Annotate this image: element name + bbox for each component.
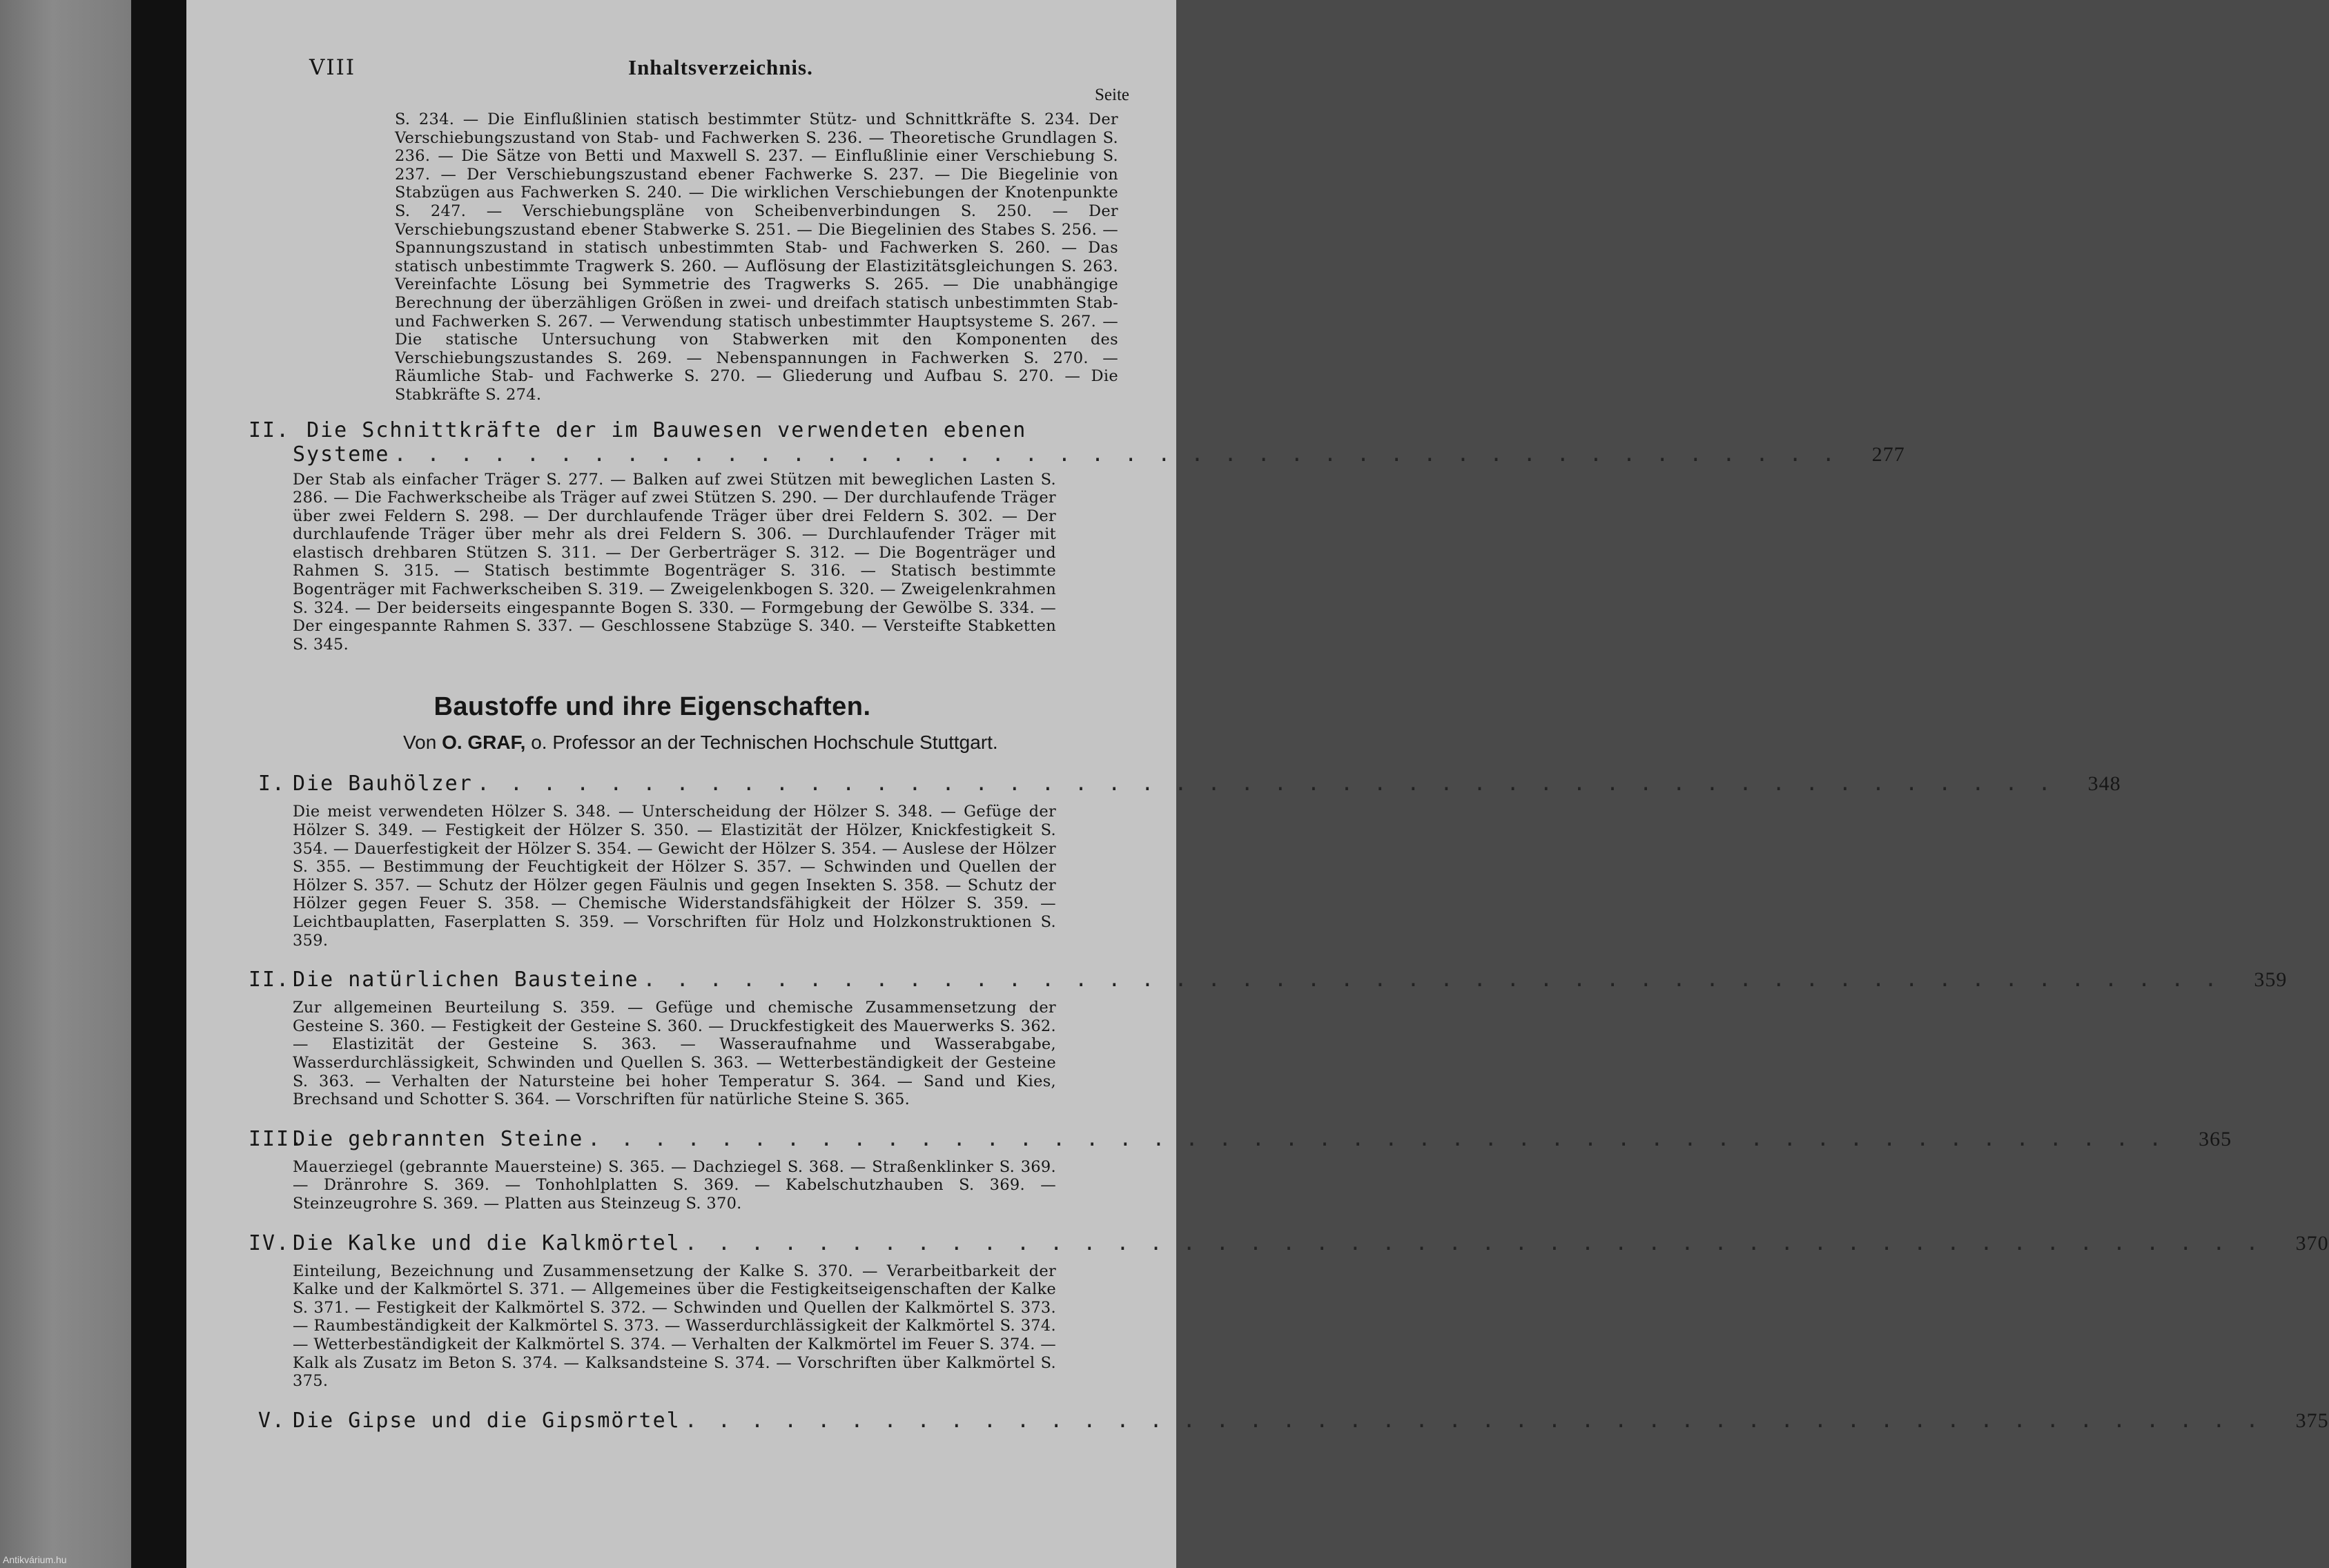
toc-entry-kalke (249, 1231, 2329, 1391)
entry-title: Die natürlichen Bausteine (293, 968, 639, 992)
author-name: O. GRAF, (442, 732, 526, 754)
page-header (186, 55, 1176, 104)
entry-title-line2: Systeme (293, 442, 390, 467)
entry-title: Die Bauhölzer (293, 772, 473, 796)
entry-page-number: 375 (2295, 1409, 2329, 1432)
toc-content (186, 110, 2329, 1433)
author-affiliation: o. Professor an der Technischen Hochschule Stuttgart. (531, 732, 998, 754)
watermark: Antikvárium.hu (3, 1554, 67, 1565)
entry-number: V. (257, 1408, 286, 1433)
author-prefix: Von (403, 732, 437, 754)
leader-dots: . . . . . . . . . . . . . . . . . . . . . . . . . . . . . . . . . . . . . . . . . . . . . . . . (476, 772, 2055, 796)
entry-page-number: 359 (2254, 968, 2288, 992)
book-binding-strip (131, 0, 186, 1568)
section-title: Baustoffe und ihre Eigenschaften. (433, 692, 871, 722)
scan-left-background (0, 0, 131, 1568)
section-author (403, 732, 1176, 754)
entry-number: IV. (249, 1231, 291, 1255)
entry-title: Die Kalke und die Kalkmörtel (293, 1231, 681, 1255)
seite-column-label: Seite (1095, 86, 1129, 104)
leader-dots: . . . . . . . . . . . . . . . . . . . . . . . . . . . . . . . . . . . . . . . . . . . . . . . . (684, 1231, 2263, 1255)
entry-description: Der Stab als einfacher Träger S. 277. — Balken auf zwei Stützen mit beweglichen Lasten S. 286. — Die Fachwerkscheibe als Träger auf zwei Stützen S. 290. — Der durchlaufende Träger über zwei Feldern S. 298. — Der durchlaufende Träger über drei Feldern S. 302. — Der durchlaufende Träger über mehr als drei Feldern S. 306. — Durchlaufender Träger mit elastisch drehbaren Stützen S. 311. — Der Gerberträger S. 312. — Die Bogenträger und Rahmen S. 315. — Statisch bestimmte Bogenträger S. 316. — Statisch bestimmte Bogenträger mit Fachwerkscheiben S. 319. — Zweigelenkbogen S. 320. — Zweigelenkrahmen S. 324. — Der beiderseits eingespannte Bogen S. 330. — Formgebung der Gewölbe S. 334. — Der eingespannte Rahmen S. 337. — Geschlossene Stabzüge S. 340. — Versteifte Stabketten S. 345. (293, 470, 1056, 654)
entry-title: Die Gipse und die Gipsmörtel (293, 1408, 681, 1433)
entry-number: I. (257, 772, 286, 796)
toc-entry-bausteine (249, 968, 2288, 1109)
toc-entry-bauhoelzer (249, 772, 2121, 950)
entry-page-number: 365 (2199, 1127, 2232, 1150)
entry-title: Die gebrannten Steine (293, 1126, 584, 1151)
entry-description: Die meist verwendeten Hölzer S. 348. — Unterscheidung der Hölzer S. 348. — Gefüge der Hölzer S. 349. — Festigkeit der Hölzer S. 350. — Elastizität der Hölzer, Knickfestigkeit S. 354. — Dauerfestigkeit der Hölzer S. 354. — Gewicht der Hölzer S. 354. — Auslese der Hölzer S. 355. — Bestimmung der Feuchtigkeit der Hölzer S. 357. — Schwinden und Quellen der Hölzer S. 357. — Schutz der Hölzer gegen Fäulnis und gegen Insekten S. 358. — Schutz der Hölzer gegen Feuer S. 358. — Chemische Widerstandsfähigkeit der Hölzer S. 359. — Leichtbauplatten, Faserplatten S. 359. — Vorschriften für Holz und Holzkonstruktionen S. 359. (293, 803, 1056, 950)
entry-number: II. (249, 418, 291, 442)
toc-entry-gipse (249, 1408, 2329, 1433)
entry-page-number: 348 (2087, 772, 2121, 796)
leader-dots: . . . . . . . . . . . . . . . . . . . . . . . . . . . . . . . . . . . . . . . . . . . . . . . . (643, 968, 2221, 992)
entry-number: III. (249, 1126, 304, 1151)
continued-entry-text: S. 234. — Die Einflußlinien statisch bestimmter Stütz- und Schnittkräfte S. 234. Der Verschiebungszustand von Stab- und Fachwerken S. 236. — Theoretische Grundlagen S. 236. — Die Sätze von Betti und Maxwell S. 237. — Einflußlinie einer Verschiebung S. 237. — Der Verschiebungszustand ebener Fachwerke S. 237. — Die Biegelinie von Stabzügen aus Fachwerken S. 240. — Die wirklichen Verschiebungen der Knotenpunkte S. 247. — Verschiebungspläne von Scheibenverbindungen S. 250. — Der Verschiebungszustand ebener Stabwerke S. 251. — Die Biegelinien des Stabes S. 256. — Spannungszustand in statisch unbestimmten Stab- und Fachwerken S. 260. — Das statisch unbestimmte Tragwerk S. 260. — Auflösung der Elastizitätsgleichungen S. 263. Vereinfachte Lösung bei Symmetrie des Tragwerks S. 265. — Die unabhängige Berechnung der überzähligen Größen in zwei- und dreifach statisch unbestimmten Stab- und Fachwerken S. 267. — Verwendung statisch unbestimmter Hauptsysteme S. 267. — Die statische Untersuchung von Stabwerken mit den Komponenten des Verschiebungszustandes S. 269. — Nebenspannungen in Fachwerken S. 270. — Räumliche Stab- und Fachwerke S. 270. — Gliederung und Aufbau S. 270. — Die Stabkräfte S. 274. (395, 110, 1118, 404)
book-page (186, 0, 2329, 1568)
leader-dots: . . . . . . . . . . . . . . . . . . . . . . . . . . . . . . . . . . . . . . . . . . . . (393, 442, 1839, 467)
entry-description: Einteilung, Bezeichnung und Zusammensetzung der Kalke S. 370. — Verarbeitbarkeit der Kalke und der Kalkmörtel S. 371. — Allgemeines über die Festigkeitseigenschaften der Kalke S. 371. — Festigkeit der Kalkmörtel S. 372. — Schwinden und Quellen der Kalkmörtel S. 373. — Raumbeständigkeit der Kalkmörtel S. 373. — Wasserdurchlässigkeit der Kalkmörtel S. 374. — Wetterbeständigkeit der Kalkmörtel S. 374. — Verhalten der Kalkmörtel im Feuer S. 374. — Kalk als Zusatz im Beton S. 374. — Kalksandsteine S. 374. — Vorschriften über Kalkmörtel S. 375. (293, 1262, 1056, 1391)
toc-entry-gebrannte-steine (249, 1126, 2232, 1213)
entry-page-number: 370 (2295, 1231, 2329, 1255)
entry-description: Zur allgemeinen Beurteilung S. 359. — Gefüge und chemische Zusammensetzung der Gesteine S. 360. — Festigkeit der Gesteine S. 360. — Druckfestigkeit des Mauerwerks S. 362. — Elastizität der Gesteine S. 363. — Wasseraufnahme und Wasserabgabe, Wasserdurchlässigkeit, Schwinden und Quellen S. 363. — Wetterbeständigkeit der Gesteine S. 363. — Verhalten der Natursteine bei hoher Temperatur S. 364. — Sand und Kies, Brechsand und Schotter S. 364. — Vorschriften für natürliche Steine S. 365. (293, 999, 1056, 1109)
leader-dots: . . . . . . . . . . . . . . . . . . . . . . . . . . . . . . . . . . . . . . . . . . . . . . . . (587, 1126, 2166, 1151)
entry-page-number: 277 (1871, 442, 1905, 466)
toc-entry-schnittkraefte (249, 418, 1905, 654)
entry-title: Die Schnittkräfte der im Bauwesen verwendeten ebenen (306, 418, 1027, 442)
entry-description: Mauerziegel (gebrannte Mauersteine) S. 365. — Dachziegel S. 368. — Straßenklinker S. 369. — Dränrohre S. 369. — Tonhohlplatten S. 369. — Kabelschutzhauben S. 369. — Steinzeugrohre S. 369. — Platten aus Steinzeug S. 370. (293, 1157, 1056, 1213)
page-title: Inhaltsverzeichnis. (628, 55, 813, 79)
leader-dots: . . . . . . . . . . . . . . . . . . . . . . . . . . . . . . . . . . . . . . . . . . . . . . . . (684, 1408, 2263, 1433)
page-number-roman: VIII (309, 55, 356, 80)
entry-number: II. (249, 968, 291, 992)
